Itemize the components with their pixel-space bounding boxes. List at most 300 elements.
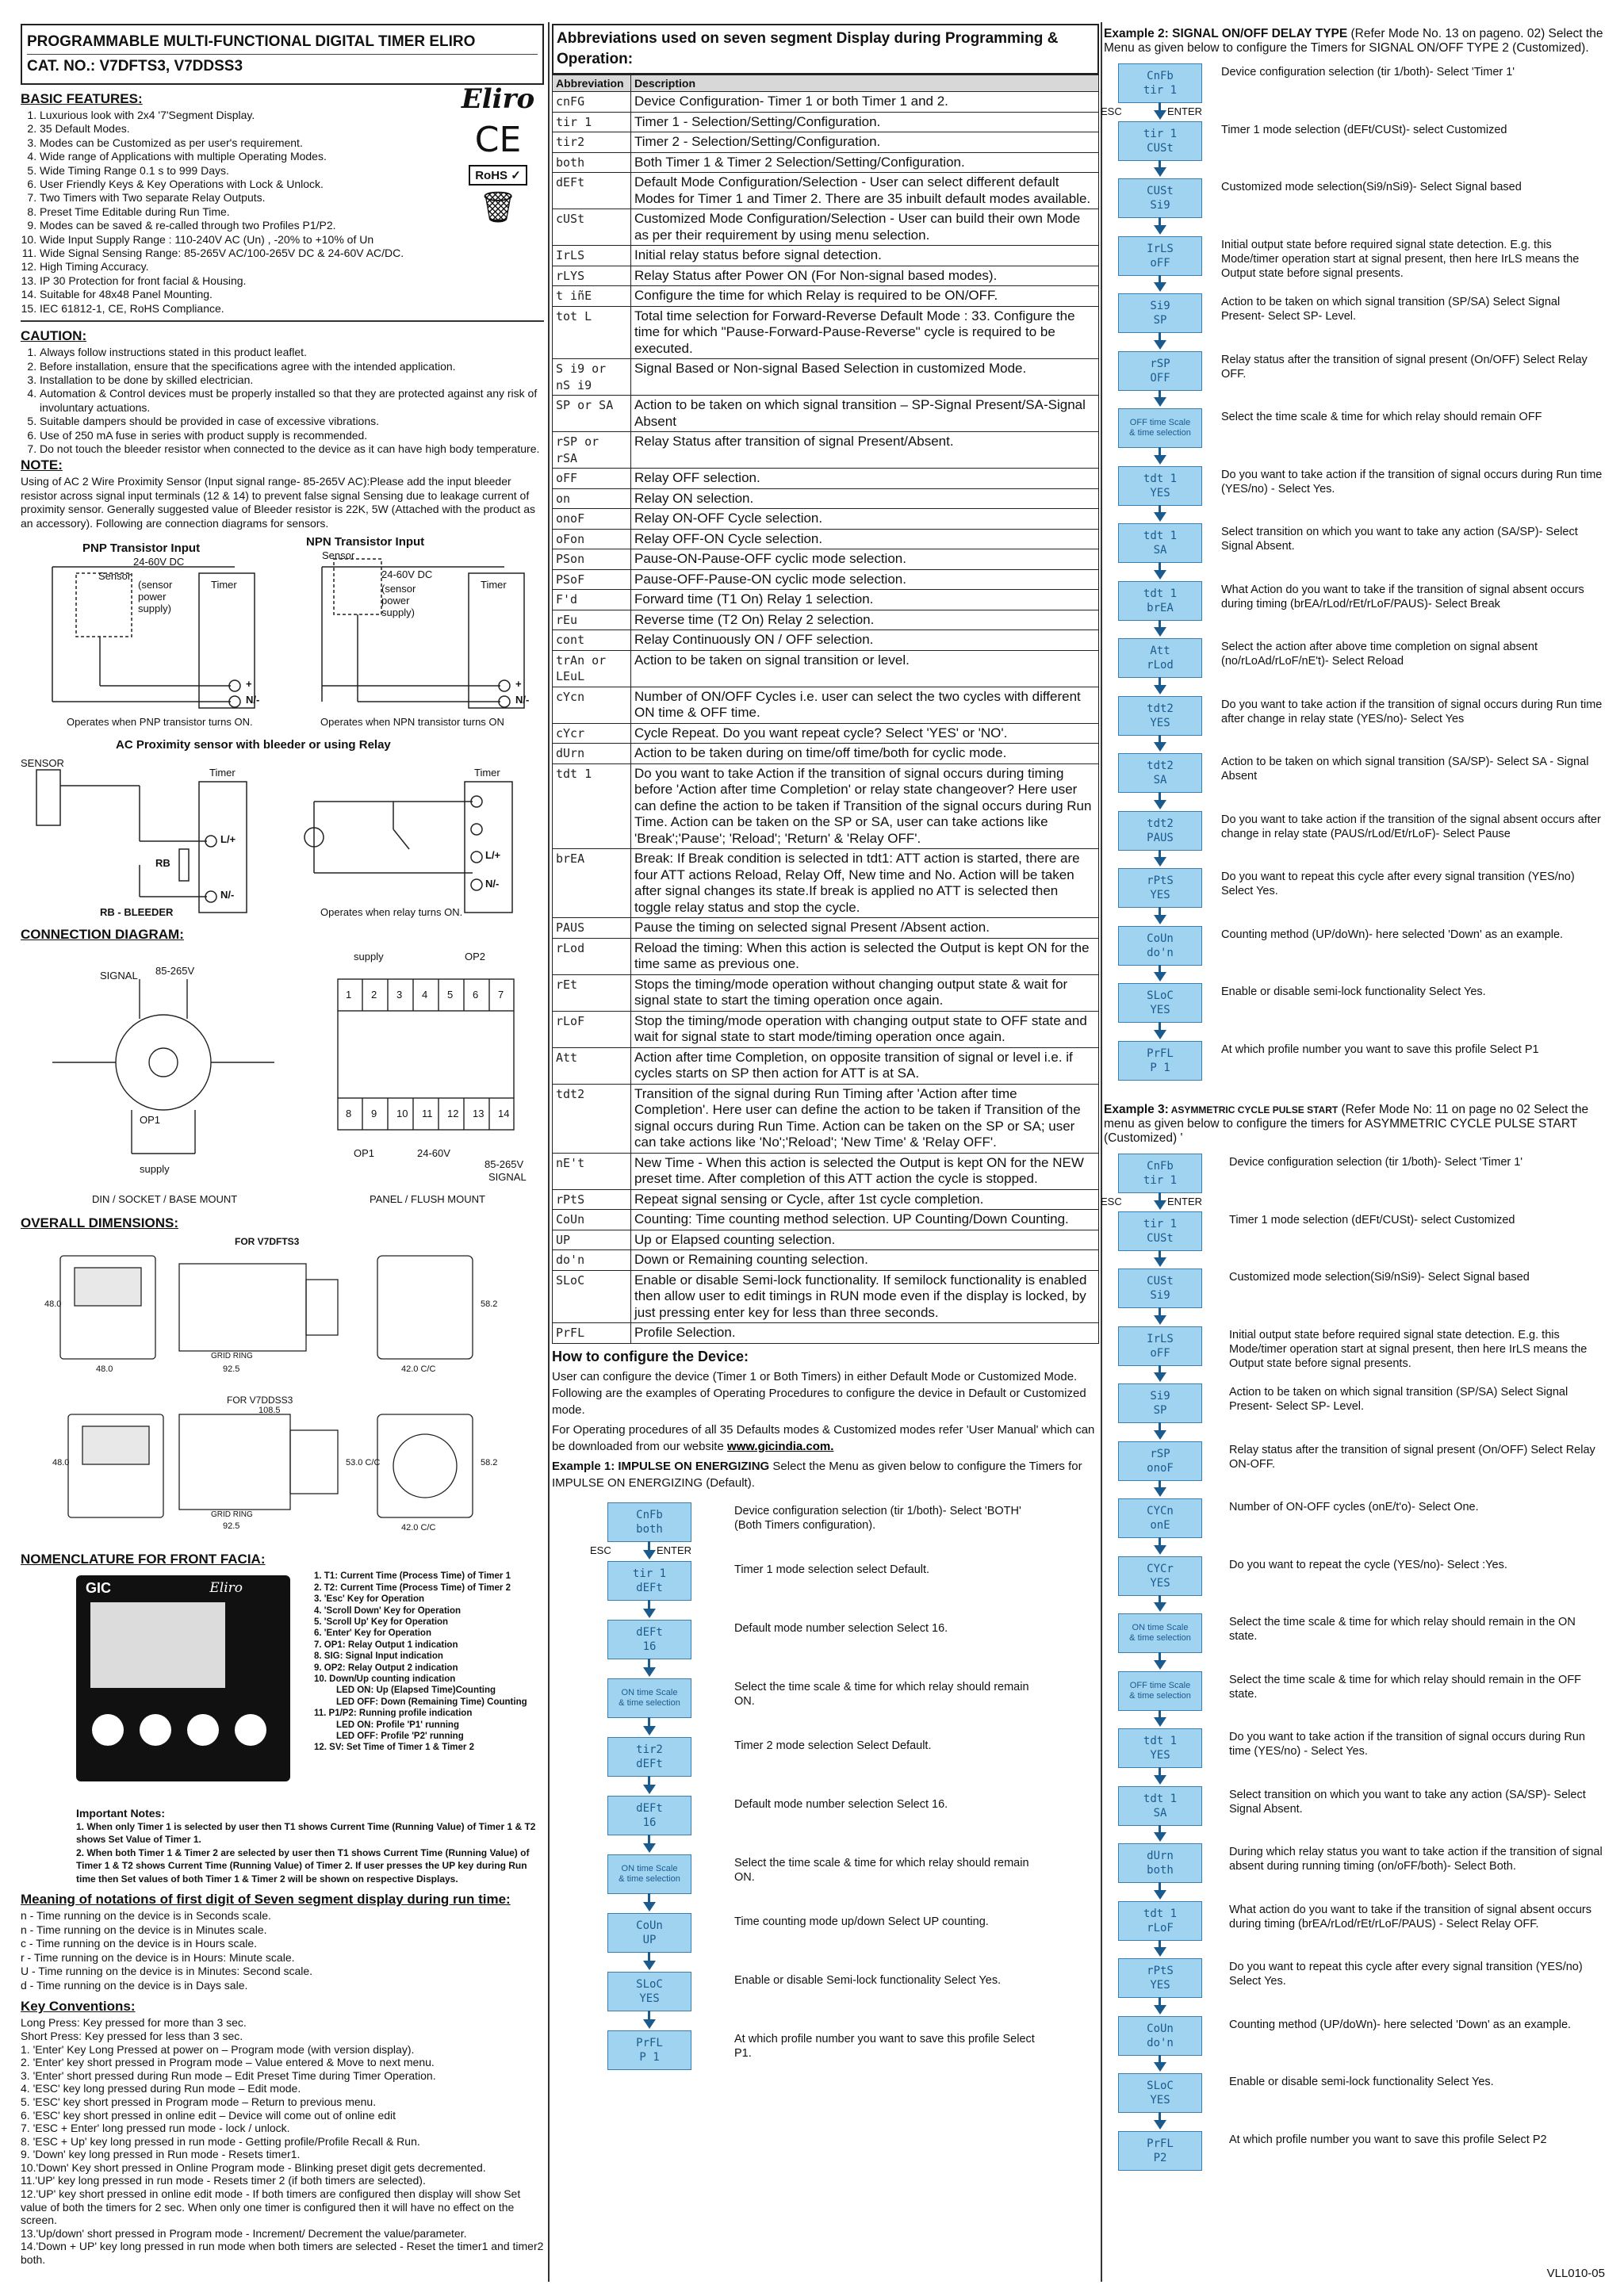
panel-signal: SIGNAL xyxy=(488,1171,527,1184)
website-link[interactable]: www.gicindia.com. xyxy=(726,1439,834,1453)
display-line-1: Si9 xyxy=(1150,300,1170,312)
abbreviation-cell: CoUn xyxy=(553,1210,631,1230)
description-cell: Relay Status after Power ON (For Non-signal based modes). xyxy=(631,266,1099,286)
check-icon: ✓ xyxy=(511,169,521,182)
flow-step xyxy=(1110,1671,1611,1729)
display-line-2: do'n xyxy=(1147,2036,1174,2049)
display-line-2: CUSt xyxy=(1147,1231,1174,1245)
step-description: Select the time scale & time for which relay should remain in the ON state. xyxy=(1229,1616,1576,1643)
display-line-1: PrFL xyxy=(1147,2137,1174,2150)
abbreviation-cell: cont xyxy=(553,630,631,651)
display-line-1: CYCr xyxy=(1147,1562,1174,1575)
flow-step xyxy=(1110,1498,1611,1556)
down-arrow-icon xyxy=(1154,1430,1166,1440)
minus-terminal: N/- xyxy=(246,694,260,706)
plus-terminal: + xyxy=(246,678,252,691)
nomenclature-item: LED OFF: Down (Remaining Time) Counting xyxy=(336,1697,527,1707)
display-line-2: Si9 xyxy=(1150,199,1170,212)
nomenclature-heading: NOMENCLATURE FOR FRONT FACIA: xyxy=(21,1552,266,1567)
display-line-1: IrLS xyxy=(1147,1332,1174,1345)
abbreviation-cell: PAUS xyxy=(553,918,631,939)
step-description: Relay status after the transition of signal present (On/OFF) Select Relay ON-OFF. xyxy=(1229,1443,1595,1471)
key-convention-item: 12.'UP' key short pressed in online edit mode - If both timers are configured then display will show Set value of both the timers for 2 sec. When only one timer is configured then it will have no effect on the screen. xyxy=(21,2187,521,2227)
description-cell: Profile Selection. xyxy=(631,1323,1099,1344)
display-line-1: tdt2 xyxy=(1147,817,1174,830)
step-description: Initial output state before required signal state detection. E.g. this Mode/timer operation start at signal present, then here IrLS means the Output state before signal presents. xyxy=(1221,238,1580,280)
for-v7dfts3: FOR V7DFTS3 xyxy=(235,1236,300,1248)
seven-segment-display xyxy=(1118,178,1202,218)
abbreviation-cell: rLod xyxy=(553,938,631,974)
panel-volt2: 24-60V xyxy=(417,1147,450,1160)
rb-label: RB xyxy=(155,857,170,870)
flow-step xyxy=(1110,1728,1611,1786)
dim-48: 48.0 xyxy=(96,1364,113,1375)
abbreviation-cell: rLYS xyxy=(553,266,631,286)
down-arrow-icon xyxy=(1154,1545,1166,1555)
digit-notation: c - Time running on the device is in Hours scale. xyxy=(21,1937,258,1950)
connection-heading: CONNECTION DIAGRAM: xyxy=(21,927,184,943)
down-arrow-icon xyxy=(1154,512,1166,522)
abbreviation-cell: onoF xyxy=(553,509,631,530)
lcd-display xyxy=(90,1602,225,1688)
seven-segment-display xyxy=(607,1561,691,1601)
step-description: At which profile number you want to save this profile Select P1 xyxy=(1221,1043,1539,1056)
example2-desc: (Refer Mode No. 13 on pageno. 02) Select the Menu as given below to configure the Timers for SIGNAL ON/OFF TYPE 2 (Customized). xyxy=(1104,27,1603,55)
terminal-number: 7 xyxy=(498,989,504,1001)
down-arrow-icon xyxy=(643,1902,656,1911)
nomenclature-item: 8. SIG: Signal Input indication xyxy=(314,1651,443,1662)
flow-step xyxy=(1110,1211,1611,1269)
down-arrow-icon xyxy=(643,1667,656,1677)
description-cell: Action to be taken during on time/off time/both for cyclic mode. xyxy=(631,744,1099,764)
display-line-1: rPtS xyxy=(1147,1965,1174,1977)
seven-segment-display xyxy=(607,1678,691,1718)
nomenclature-item: 7. OP1: Relay Output 1 indication xyxy=(314,1640,458,1650)
down-arrow-icon xyxy=(643,1609,656,1618)
display-line-1: tdt2 xyxy=(1147,760,1174,772)
basic-features xyxy=(21,83,544,316)
display-line-2: dEFt xyxy=(636,1581,663,1594)
abbreviation-cell: tir2 xyxy=(553,132,631,153)
flow-step xyxy=(1110,1556,1611,1614)
important-heading: Important Notes: xyxy=(76,1807,165,1820)
down-arrow-icon xyxy=(1154,800,1166,809)
display-line-1: dEFt xyxy=(636,1801,663,1815)
description-cell: Signal Based or Non-signal Based Selection in customized Mode. xyxy=(631,359,1099,396)
terminal-number: 5 xyxy=(447,989,454,1001)
table-row xyxy=(553,306,1099,359)
abbreviation-cell: Att xyxy=(553,1047,631,1084)
step-description: Do you want to take action if the transition of signal occurs during Run time after change in relay state (YES/no)- Select Yes xyxy=(1221,698,1603,725)
key-convention-item: 9. 'Down' key long pressed in Run mode - Resets timer1. xyxy=(21,2148,301,2161)
display-line-2: P2 xyxy=(1153,2151,1167,2164)
pnp-title: PNP Transistor Input xyxy=(82,541,201,556)
display-line-1: OFF time Scale xyxy=(1129,1680,1191,1690)
table-row xyxy=(553,723,1099,744)
flow-step xyxy=(599,1796,1099,1854)
ac-wiring-svg xyxy=(21,738,544,920)
table-row xyxy=(553,1323,1099,1344)
feature-item: 10. Wide Input Supply Range : 110-240V AC (Un) , -20% to +10% of Un xyxy=(40,233,544,247)
down-arrow-icon xyxy=(1154,1947,1166,1957)
important-note-1: 1. When only Timer 1 is selected by user then T1 shows Current Time (Running Value) of Timer 1 & T2 shows Set Value of Timer 1. xyxy=(76,1820,536,1846)
timer-label-npn: Timer xyxy=(481,579,507,591)
feature-item: 1. Luxurious look with 2x4 '7'Segment Display. xyxy=(40,109,544,122)
panel-op2-label: OP2 xyxy=(465,951,486,963)
terminal-number: 13 xyxy=(473,1108,485,1120)
signal-label: SIGNAL xyxy=(100,970,138,982)
key-convention-item: 2. 'Enter' key short pressed in Program mode – Value entered & Move to next menu. xyxy=(21,2056,435,2069)
caution-item: 3. Installation to be done by skilled electrician. xyxy=(40,373,544,387)
display-line-1: tir2 xyxy=(636,1743,663,1756)
terminal-number: 8 xyxy=(346,1108,352,1120)
display-line-2: YES xyxy=(639,1992,660,2005)
flow-step xyxy=(1110,581,1611,639)
supply-label-npn: 24-60V DC xyxy=(381,568,433,581)
display-line-2: SA xyxy=(1153,774,1167,786)
nomenclature-item: 9. OP2: Relay Output 2 indication xyxy=(314,1663,458,1673)
feature-item: 3. Modes can be Customized as per user's requirement. xyxy=(40,136,544,150)
abbreviation-cell: do'n xyxy=(553,1250,631,1271)
l-plus-terminal: L/+ xyxy=(220,833,236,846)
relay-l-plus: L/+ xyxy=(485,849,501,862)
down-arrow-icon xyxy=(1154,340,1166,350)
seven-segment-display xyxy=(1118,868,1202,908)
nomenclature-list xyxy=(314,1571,544,1754)
down-key[interactable] xyxy=(140,1714,171,1746)
panel-supply-label: supply xyxy=(354,951,384,963)
down-arrow-icon xyxy=(1154,1200,1166,1210)
table-row xyxy=(553,92,1099,113)
description-cell: Enable or disable Semi-lock functionality. If semilock functionality is enabled then allow user to edit timings in RUN mode even if the display is locked, by just pressing enter key for less than three seconds. xyxy=(631,1270,1099,1323)
seven-segment-display xyxy=(1118,811,1202,851)
abbr-col-header: Abbreviation xyxy=(553,75,631,92)
display-line-2: onE xyxy=(1150,1519,1170,1532)
terminal-number: 10 xyxy=(396,1108,408,1120)
description-cell: Forward time (T1 On) Relay 1 selection. xyxy=(631,590,1099,610)
flow-step xyxy=(1101,1154,1611,1211)
table-row xyxy=(553,469,1099,489)
seven-segment-display xyxy=(1118,2131,1202,2171)
down-arrow-icon xyxy=(1154,915,1166,924)
table-row xyxy=(553,763,1099,849)
down-arrow-icon xyxy=(1154,1602,1166,1612)
flow-step xyxy=(1110,811,1611,869)
right-column xyxy=(1101,24,1611,2188)
table-row xyxy=(553,509,1099,530)
dim2-cc: 42.0 C/C xyxy=(401,1523,436,1533)
important-notes xyxy=(76,1807,544,1885)
seven-segment-display xyxy=(1118,236,1202,276)
display-line-2: PAUS xyxy=(1147,831,1174,844)
nomenclature-item: 10. Down/Up counting indication xyxy=(314,1674,456,1684)
abbreviation-cell: oFon xyxy=(553,529,631,549)
caution-item: 2. Before installation, ensure that the specifications agree with the intended application. xyxy=(40,360,544,373)
step-description: Do you want to take action if the transition of signal occurs during Run time (YES/no) - Select Yes. xyxy=(1221,468,1603,496)
description-cell: Reload the timing: When this action is selected the Output is kept ON for the time same as previous one. xyxy=(631,938,1099,974)
down-arrow-icon xyxy=(1154,2062,1166,2072)
description-cell: Down or Remaining counting selection. xyxy=(631,1250,1099,1271)
display-line-1: ON time Scale xyxy=(1132,1623,1189,1632)
dim2-48: 48.0 xyxy=(52,1458,70,1468)
display-line-2: SP xyxy=(1153,314,1167,327)
description-cell: Initial relay status before signal detection. xyxy=(631,246,1099,266)
feature-item: 5. Wide Timing Range 0.1 s to 999 Days. xyxy=(40,164,544,178)
display-line-2: SA xyxy=(1153,544,1167,557)
feature-item: 14. Suitable for 48x48 Panel Mounting. xyxy=(40,288,544,301)
feature-item: 6. User Friendly Keys & Key Operations with Lock & Unlock. xyxy=(40,178,544,191)
caution-item: 1. Always follow instructions stated in this product leaflet. xyxy=(40,346,544,359)
display-line-2: OFF xyxy=(1150,371,1170,385)
sensor-label: Sensor xyxy=(98,570,132,583)
howto-heading: How to configure the Device: xyxy=(552,1348,749,1364)
abbreviation-cell: rLoF xyxy=(553,1011,631,1047)
rohs-label: RoHS xyxy=(475,169,508,182)
seven-segment-display xyxy=(1118,1843,1202,1883)
sensor-power-label: (sensor power supply) xyxy=(138,579,173,615)
step-description: Action to be taken on which signal transition (SA/SP)- Select SA - Signal Absent xyxy=(1221,756,1589,783)
caution-item: 4. Automation & Control devices must be properly installed so that they are protected against any risk of involuntary actuations. xyxy=(40,387,544,415)
features-heading: BASIC FEATURES: xyxy=(21,91,143,106)
seven-segment-display xyxy=(1118,581,1202,621)
nomenclature-item: LED ON: Profile 'P1' running xyxy=(336,1720,459,1730)
seven-segment-display xyxy=(1118,2073,1202,2113)
flow-step xyxy=(1110,983,1611,1041)
n-minus-terminal: N/- xyxy=(220,889,235,901)
example2-heading xyxy=(1104,27,1611,55)
abbreviation-cell: cYcn xyxy=(553,687,631,723)
relay-caption: Operates when relay turns ON. xyxy=(320,906,463,919)
step-description: Select the time scale & time for which relay should remain in the OFF state. xyxy=(1229,1673,1582,1701)
abbreviation-cell: tdt2 xyxy=(553,1084,631,1153)
table-row xyxy=(553,1230,1099,1250)
flow-step xyxy=(1101,63,1611,121)
step-description: Action to be taken on which signal transition (SP/SA) Select Signal Present- Select SP- Level. xyxy=(1229,1386,1568,1413)
left-column xyxy=(21,24,544,2267)
table-row xyxy=(553,246,1099,266)
down-arrow-icon xyxy=(1154,2120,1166,2130)
nomenclature-item: 2. T2: Current Time (Process Time) of Timer 2 xyxy=(314,1582,511,1593)
key-convention-item: 5. 'ESC' key short pressed in Program mode – Return to previous menu. xyxy=(21,2095,377,2108)
description-cell: Break: If Break condition is selected in tdt1: ATT action is started, there are four ATT actions Reload, Relay Off, New time and No. Action will be taken after signal changes its state.If break is applied no ATT is selected then toggle relay status and stop the cycle. xyxy=(631,849,1099,918)
seven-segment-display xyxy=(1118,1556,1202,1596)
dim2-53cc: 53.0 C/C xyxy=(346,1458,381,1468)
seven-segment-display xyxy=(1118,1154,1202,1193)
abbreviation-cell: S i9 or nS i9 xyxy=(553,359,631,396)
display-line-1: CnFb xyxy=(636,1508,663,1521)
abbreviation-cell: t iñE xyxy=(553,286,631,307)
display-line-1: tdt 1 xyxy=(1143,587,1178,600)
display-line-1: SLoC xyxy=(1147,2080,1174,2092)
description-cell: Action after time Completion, on opposite transition of signal or level i.e. if cycles starts on SP then action for ATT is at SA. xyxy=(631,1047,1099,1084)
table-row xyxy=(553,974,1099,1011)
down-arrow-icon xyxy=(643,1726,656,1735)
step-description: Select transition on which you want to take any action (SA/SP)- Select Signal Absent. xyxy=(1229,1788,1586,1816)
abbreviation-cell: oFF xyxy=(553,469,631,489)
display-line-1: tdt 1 xyxy=(1143,472,1178,485)
abbreviation-cell: cYcr xyxy=(553,723,631,744)
abbreviation-cell: dUrn xyxy=(553,744,631,764)
down-arrow-icon xyxy=(1154,570,1166,580)
dim-cc: 42.0 C/C xyxy=(401,1364,436,1375)
seven-segment-display xyxy=(1118,1041,1202,1081)
abbreviation-cell: PSon xyxy=(553,549,631,570)
display-line-2: Si9 xyxy=(1150,1289,1170,1302)
dim2-925: 92.5 xyxy=(223,1521,240,1532)
down-arrow-icon xyxy=(1154,1890,1166,1900)
abbreviation-cell: cUSt xyxy=(553,209,631,246)
flow-step xyxy=(599,1972,1099,2030)
first-digit-heading: Meaning of notations of first digit of Seven segment display during run time: xyxy=(21,1892,511,1908)
ac-timer-label: Timer xyxy=(209,767,236,779)
down-arrow-icon xyxy=(1154,455,1166,465)
flow-step xyxy=(1110,121,1611,179)
display-line-1: tdt 1 xyxy=(1143,1792,1178,1805)
npn-caption: Operates when NPN transistor turns ON xyxy=(320,716,504,729)
esc-key[interactable] xyxy=(92,1714,124,1746)
example3-caps: ASYMMETRIC CYCLE PULSE START xyxy=(1168,1104,1339,1115)
sensor-label-npn: Sensor xyxy=(322,549,355,562)
display-line-1: Si9 xyxy=(1150,1390,1170,1402)
abbreviation-cell: trAn or LEuL xyxy=(553,650,631,687)
seven-segment-display xyxy=(1118,293,1202,333)
connection-svg xyxy=(21,947,544,1209)
seven-segment-display xyxy=(607,1796,691,1835)
down-arrow-icon xyxy=(643,2019,656,2029)
caution-heading: CAUTION: xyxy=(21,328,87,344)
display-line-1: SLoC xyxy=(1147,989,1174,1002)
example2-title: Example 2: SIGNAL ON/OFF DELAY TYPE xyxy=(1104,27,1348,40)
display-line-2: tir 1 xyxy=(1143,84,1178,97)
middle-column xyxy=(552,24,1099,2089)
display-line-1: ON time Scale xyxy=(621,1687,678,1697)
flow-step xyxy=(1110,696,1611,754)
display-line-2: SP xyxy=(1153,1404,1167,1417)
abbreviation-cell: SP or SA xyxy=(553,396,631,432)
feature-item: 12. High Timing Accuracy. xyxy=(40,260,544,274)
display-line-1: CUSt xyxy=(1147,185,1174,197)
display-line-2: oFF xyxy=(1150,1346,1170,1360)
display-line-2: YES xyxy=(1150,716,1170,729)
terminal-number: 9 xyxy=(371,1108,377,1120)
panel-volt: 85-265V xyxy=(485,1158,524,1171)
description-cell: Stop the timing/mode operation with changing output state to OFF state and wait for signal state to start mode/timing operation once again. xyxy=(631,1011,1099,1047)
nomenclature-item: 11. P1/P2: Running profile indication xyxy=(314,1709,473,1719)
desc-col-header: Description xyxy=(631,75,1099,92)
din-supply-label: supply xyxy=(140,1163,170,1176)
grid-ring-2: GRID RING xyxy=(211,1510,253,1520)
flow-step xyxy=(599,1913,1099,1972)
table-row xyxy=(553,1047,1099,1084)
display-line-1: tir 1 xyxy=(632,1567,667,1580)
flow-step xyxy=(1110,2073,1611,2131)
sensor-power-label-npn: (sensor power supply) xyxy=(381,583,416,619)
step-description: Timer 1 mode selection (dEFt/CUSt)- select Customized xyxy=(1229,1213,1515,1226)
example1-desc: Select the Menu as given below to configure the Timers for IMPULSE ON ENERGIZING (Default). xyxy=(552,1459,1082,1490)
enter-key[interactable] xyxy=(235,1714,266,1746)
step-description: Timer 2 mode selection Select Default. xyxy=(734,1739,932,1752)
seven-segment-display xyxy=(1118,638,1202,678)
step-description: Select transition on which you want to take any action (SA/SP)- Select Signal Absent. xyxy=(1221,526,1578,553)
down-arrow-icon xyxy=(1154,627,1166,637)
step-description: Device configuration selection (tir 1/both)- Select 'Timer 1' xyxy=(1229,1156,1523,1169)
display-line-1: PrFL xyxy=(1147,1047,1174,1060)
table-row xyxy=(553,1153,1099,1189)
step-description: Enable or disable Semi-lock functionality Select Yes. xyxy=(734,1973,1002,1987)
abbreviation-cell: both xyxy=(553,152,631,173)
down-arrow-icon xyxy=(1154,1315,1166,1325)
table-row xyxy=(553,396,1099,432)
table-row xyxy=(553,173,1099,209)
display-line-2: & time selection xyxy=(1129,1633,1191,1643)
display-line-1: dEFt xyxy=(636,1625,663,1639)
description-cell: Repeat signal sensing or Cycle, after 1st cycle completion. xyxy=(631,1189,1099,1210)
device-front xyxy=(76,1575,290,1781)
caution-item: 6. Use of 250 mA fuse in series with product supply is recommended. xyxy=(40,429,544,442)
table-row xyxy=(553,687,1099,723)
description-cell: Action to be taken on which signal transition – SP-Signal Present/SA-Signal Absent xyxy=(631,396,1099,432)
description-cell: Device Configuration- Timer 1 or both Timer 1 and 2. xyxy=(631,92,1099,113)
flow-step xyxy=(1110,178,1611,236)
key-convention-item: 3. 'Enter' short pressed during Run mode – Edit Preset Time during Timer Operation. xyxy=(21,2068,436,2082)
step-description: Device configuration selection (tir 1/both)- Select 'Timer 1' xyxy=(1221,66,1515,78)
description-cell: Default Mode Configuration/Selection - User can select different default Modes for Timer 1 and Timer 2. There are 35 inbuilt default modes available. xyxy=(631,173,1099,209)
abbreviation-cell: nE't xyxy=(553,1153,631,1189)
display-line-1: CoUn xyxy=(636,1919,663,1932)
description-cell: Counting: Time counting method selection. UP Counting/Down Counting. xyxy=(631,1210,1099,1230)
step-description: Timer 1 mode selection select Default. xyxy=(734,1563,930,1576)
step-description: Customized mode selection(Si9/nSi9)- Select Signal based xyxy=(1229,1271,1530,1284)
seven-segment-display xyxy=(1118,1498,1202,1538)
flow-step xyxy=(599,1620,1099,1678)
nomenclature-item: LED OFF: Profile 'P2' running xyxy=(336,1732,464,1742)
nomenclature-item: 12. SV: Set Time of Timer 1 & Timer 2 xyxy=(314,1743,474,1753)
display-line-1: PrFL xyxy=(636,2036,663,2049)
display-line-1: Att xyxy=(1150,645,1170,657)
description-cell: Transition of the signal during Run Timing after 'Action after time Completion'. Here user can define the action to be taken if Transition of the signal occurs during Run Time. Action can be taken on the SP or SA; user can take actions like 'No';'Reload'; 'New Time' & 'Relay OFF'. xyxy=(631,1084,1099,1153)
display-line-1: tir 1 xyxy=(1143,127,1178,140)
flow-step xyxy=(1110,1383,1611,1441)
display-line-2: YES xyxy=(1150,1576,1170,1590)
description-cell: Cycle Repeat. Do you want repeat cycle? Select 'YES' or 'NO'. xyxy=(631,723,1099,744)
table-row xyxy=(553,1210,1099,1230)
op1-label: OP1 xyxy=(140,1114,161,1127)
terminal-number: 1 xyxy=(346,989,352,1001)
panel-op1-label: OP1 xyxy=(354,1147,375,1160)
step-description: At which profile number you want to save this profile Select P2 xyxy=(1229,2133,1547,2146)
table-row xyxy=(553,569,1099,590)
table-row xyxy=(553,1084,1099,1153)
seven-segment-display xyxy=(1118,696,1202,736)
seven-segment-display xyxy=(1118,351,1202,391)
description-cell: Reverse time (T2 On) Relay 2 selection. xyxy=(631,610,1099,630)
display-line-2: & time selection xyxy=(619,1873,680,1884)
abbreviation-cell: SLoC xyxy=(553,1270,631,1323)
table-row xyxy=(553,650,1099,687)
abbreviation-cell: PSoF xyxy=(553,569,631,590)
seven-segment-display xyxy=(1118,926,1202,966)
display-line-1: CoUn xyxy=(1147,932,1174,945)
flow-step xyxy=(599,1561,1099,1620)
display-line-2: & time selection xyxy=(1129,1690,1191,1701)
sensor-caps-label: SENSOR xyxy=(21,757,64,770)
display-line-1: tdt 1 xyxy=(1143,1907,1178,1920)
esc-label: ESC xyxy=(1101,105,1122,117)
dimensions-svg xyxy=(21,1236,544,1545)
display-line-2: YES xyxy=(1150,1004,1170,1016)
display-line-2: YES xyxy=(1150,889,1170,901)
up-key[interactable] xyxy=(187,1714,219,1746)
